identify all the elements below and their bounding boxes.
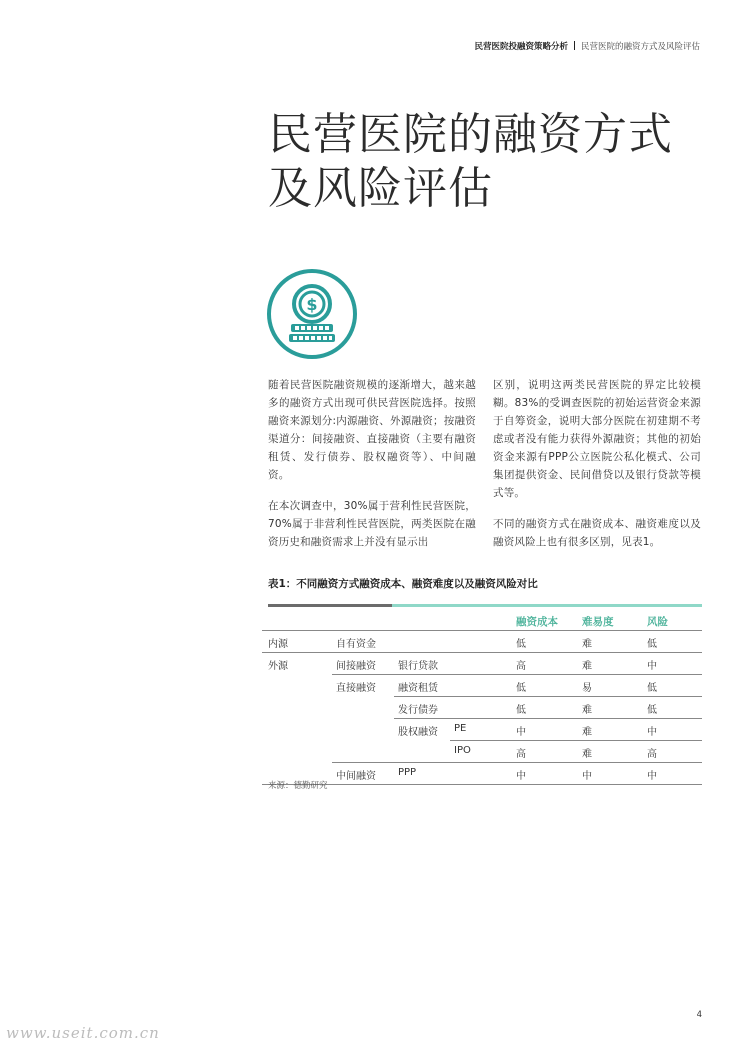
- cell-sub-method: IPO: [454, 745, 471, 756]
- cell-source: 内源: [268, 639, 288, 650]
- paragraph: 随着民营医院融资规模的逐渐增大，越来越多的融资方式出现可供民营医院选择。按照融资来源划分:内源融资、外源融资；按融资渠道分：间接融资、直接融资（主要有融资租赁、发行债券、股权融资等）、中间融资。: [268, 379, 476, 481]
- cell-channel: 间接融资: [336, 661, 376, 672]
- header-risk: 风险: [647, 616, 668, 628]
- header-series: 民营医院投融资策略分析: [474, 42, 568, 52]
- header-cost: 融资成本: [516, 616, 558, 628]
- header-section: 民营医院的融资方式及风险评估: [580, 42, 700, 52]
- cell-risk: 低: [647, 683, 657, 694]
- cell-cost: 低: [516, 705, 526, 716]
- cell-channel: 直接融资: [336, 683, 376, 694]
- cell-risk: 高: [647, 749, 657, 760]
- cell-difficulty: 难: [582, 749, 592, 760]
- cell-risk: 中: [647, 727, 657, 738]
- source-note: 来源：德勤研究: [268, 781, 328, 791]
- page-title: [268, 108, 708, 216]
- cell-difficulty: 中: [582, 771, 592, 782]
- cell-difficulty: 难: [582, 705, 592, 716]
- paragraph: 不同的融资方式在融资成本、融资难度以及融资风险上也有很多区别，见表1。: [493, 518, 701, 548]
- table-title: 表1：不同融资方式融资成本、融资难度以及融资风险对比: [268, 578, 538, 590]
- cell-difficulty: 难: [582, 639, 592, 650]
- header-difficulty: 难易度: [582, 616, 614, 628]
- cell-risk: 中: [647, 661, 657, 672]
- dollar-coin-stack-icon: [266, 268, 358, 360]
- cell-channel: 中间融资: [336, 771, 376, 782]
- table-header-row: [262, 610, 702, 631]
- table-row: [262, 631, 702, 652]
- cell-method: PPP: [398, 767, 417, 778]
- table-top-rule-dark: [268, 604, 392, 607]
- cell-sub-method: PE: [454, 723, 467, 734]
- cell-risk: 低: [647, 705, 657, 716]
- table-row: [262, 653, 702, 674]
- paragraph: 在本次调查中，30%属于营利性民营医院，70%属于非营利性民营医院，两类医院在融资历史和融资需求上并没有显示出: [268, 500, 476, 548]
- cell-difficulty: 难: [582, 727, 592, 738]
- cell-cost: 中: [516, 771, 526, 782]
- cell-difficulty: 难: [582, 661, 592, 672]
- cell-method: 融资租赁: [398, 683, 438, 694]
- paragraph: 区别，说明这两类民营医院的界定比较模糊。83%的受调查医院的初始运营资金来源于自筹资金，说明大部分医院在初建期不考虑或者没有能力获得外源融资；其他的初始资金来源有PPP公立医院公私化模式、公司集团提供资金、民间借贷以及银行贷款等模式等。: [493, 379, 701, 499]
- watermark: www.useit.com.cn: [6, 1024, 160, 1042]
- svg-text:$: $: [306, 295, 318, 314]
- body-column-left: [268, 376, 476, 564]
- header-divider: [574, 41, 575, 50]
- cell-method: 股权融资: [398, 727, 438, 738]
- running-header: [474, 40, 700, 52]
- cell-cost: 低: [516, 683, 526, 694]
- body-column-right: [493, 376, 701, 564]
- page-title-line1: 民营医院的融资方式: [268, 109, 673, 160]
- table-row: [262, 675, 702, 696]
- page-number: 4: [696, 1010, 702, 1020]
- cell-risk: 中: [647, 771, 657, 782]
- table-rule: [262, 784, 702, 785]
- cell-risk: 低: [647, 639, 657, 650]
- table-row: [262, 719, 702, 740]
- cell-method: 银行贷款: [398, 661, 438, 672]
- table-row: [262, 763, 702, 784]
- cell-method: 发行债券: [398, 705, 438, 716]
- cell-source: 外源: [268, 661, 288, 672]
- table-row: [262, 697, 702, 718]
- cell-channel: 自有资金: [336, 639, 376, 650]
- cell-cost: 高: [516, 661, 526, 672]
- table-row: [262, 741, 702, 762]
- cell-cost: 中: [516, 727, 526, 738]
- cell-cost: 高: [516, 749, 526, 760]
- cell-cost: 低: [516, 639, 526, 650]
- cell-difficulty: 易: [582, 683, 592, 694]
- page-title-line2: 及风险评估: [268, 163, 493, 214]
